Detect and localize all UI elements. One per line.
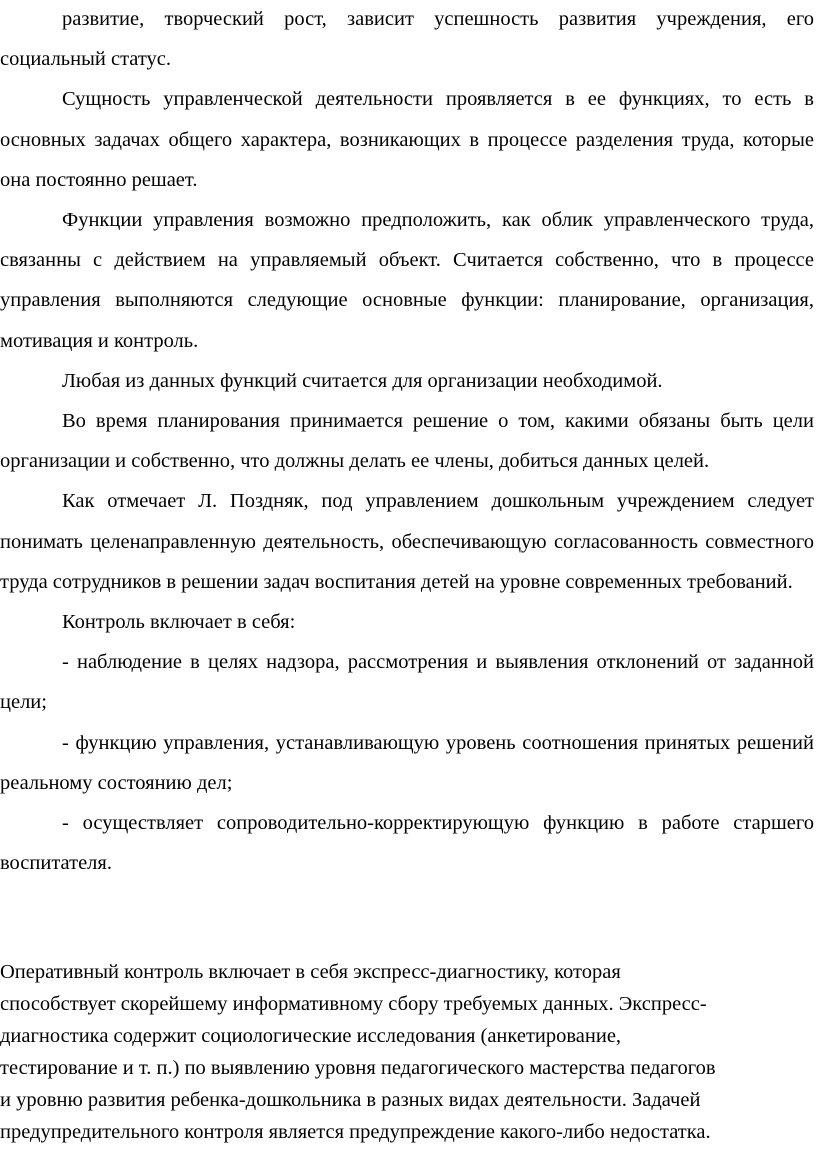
paragraph: развитие, творческий рост, зависит успешность развития учреждения, его социальный статус. <box>0 8 814 71</box>
text-line: предупредительного контроля является предупреждение какого-либо недостатка. <box>0 1121 711 1143</box>
text-line: и уровню развития ребенка-дошкольника в разных видах деятельности. Задачей <box>0 1089 701 1111</box>
paragraph: Как отмечает Л. Поздняк, под управлением дошкольным учреждением следует понимать целенаправленную деятельность, обеспечивающую согласованность совместного труда сотрудников в решении задач воспитания детей на уровне современных требований. <box>0 490 814 593</box>
text-line: Оперативный контроль включает в себя экспресс-диагностику, которая <box>0 961 621 983</box>
paragraph: Функции управления возможно предположить, как облик управленческого труда, связанны с действием на управляемый объект. Считается собственно, что в процессе управления выполняются следующие основные функции: планирование, организация, мотивация и контроль. <box>0 209 814 352</box>
list-item: - осуществляет сопроводительно-корректирующую функцию в работе старшего воспитателя. <box>0 812 814 875</box>
list-item: - функцию управления, устанавливающую уровень соотношения принятых решений реальному состоянию дел; <box>0 731 814 794</box>
text-line: диагностика содержит социологические исследования (анкетирование, <box>0 1025 622 1047</box>
tail-text-block <box>0 956 816 1148</box>
text-line: способствует скорейшему информативному сбору требуемых данных. Экспресс- <box>0 993 707 1015</box>
list-item: - наблюдение в целях надзора, рассмотрения и выявления отклонений от заданной цели; <box>0 651 814 714</box>
paragraph: Сущность управленческой деятельности проявляется в ее функциях, то есть в основных задачах общего характера, возникающих в процессе разделения труда, которые она постоянно решает. <box>0 88 814 191</box>
paragraph: Любая из данных функций считается для организации необходимой. <box>62 369 663 392</box>
paragraph: Контроль включает в себя: <box>62 611 296 634</box>
text-line: тестирование и т. п.) по выявлению уровня педагогического мастерства педагогов <box>0 1057 716 1079</box>
paragraph: Во время планирования принимается решение о том, какими обязаны быть цели организации и собственно, что должны делать ее члены, добиться данных целей. <box>0 410 814 473</box>
